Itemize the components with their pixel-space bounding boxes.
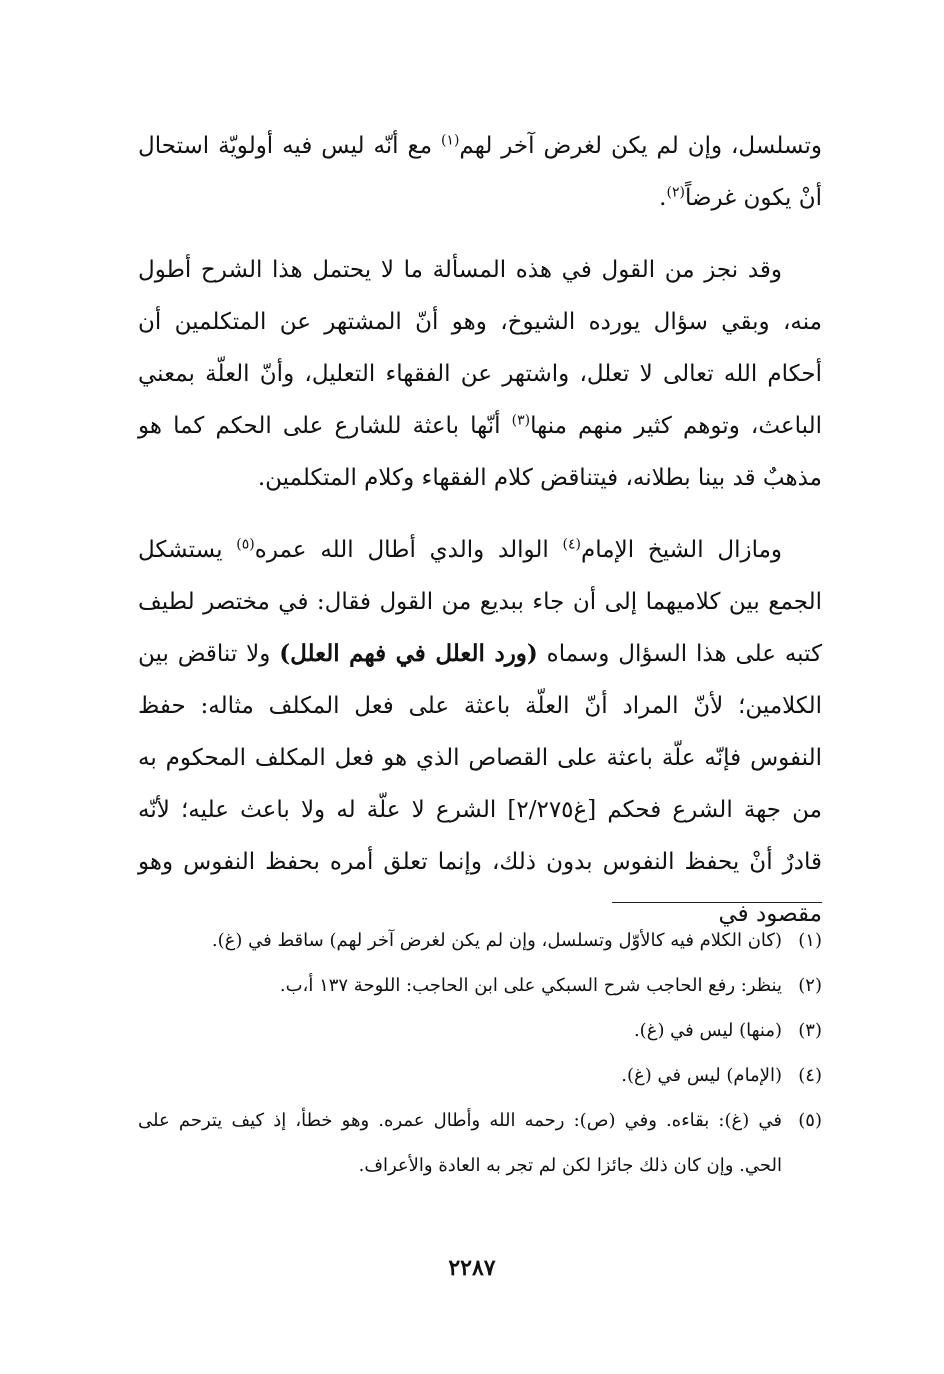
book-title: (ورد العلل في فهم العلل) (279, 640, 538, 667)
footnote-5 (138, 1098, 822, 1188)
footnote-text: (منها) ليس في (غ). (633, 1020, 782, 1041)
footnote-text: ينظر: رفع الحاجب شرح السبكي على ابن الحاجب: اللوحة ١٣٧ أ،ب. (279, 975, 782, 996)
footnote-number: (٤) (798, 1065, 822, 1086)
footnote-ref-2[interactable]: (٢) (666, 184, 685, 201)
footnote-ref-5[interactable]: (٥) (236, 536, 255, 553)
footnote-number: (٥) (798, 1110, 822, 1131)
paragraph-3-text-b: الوالد والدي أطال الله عمره (254, 537, 563, 563)
footnote-text: (كان الكلام فيه كالأوّل وتسلسل، وإن لم يكن لغرض آخر لهم) ساقط في (غ). (211, 930, 782, 951)
footnote-number: (١) (798, 930, 822, 951)
paragraph-2 (138, 244, 822, 504)
footnote-text: (الإمام) ليس في (غ). (621, 1065, 782, 1086)
page-number: ٢٢٨٧ (448, 1255, 496, 1281)
footnote-number: (٣) (798, 1020, 822, 1041)
paragraph-3-text-d: ولا تناقض بين الكلامين؛ لأنّ المراد أنّ العلّة باعثة على فعل المكلف مثاله: حفظ النفوس فإنّه علّة باعثة على القصاص الذي هو فعل المكلف المحكوم به من جهة الشرع فحكم [غ٢/٢٧٥] الشرع لا علّة له ولا باعث عليه؛ لأنّه قادرٌ أنْ يحفظ النفوس بدون ذلك، وإنما تعلق أمره بحفظ النفوس وهو مقصود في (138, 641, 822, 927)
footnote-4 (138, 1053, 822, 1098)
footnote-text: في (غ): بقاءه. وفي (ص): رحمه الله وأطال عمره. وهو خطأ، إذ كيف يترحم على الحي. وإن كان ذلك جائزا لكن لم تجر به العادة والأعراف. (138, 1110, 782, 1176)
paragraph-2-text-b: أنّها باعثة للشارع على الحكم كما هو مذهبٌ قد بينا بطلانه، فيتناقض كلام الفقهاء وكلام المتكلمين. (138, 413, 822, 491)
footnote-2 (138, 963, 822, 1008)
paragraph-1-text-c: . (659, 185, 667, 211)
paragraph-1 (138, 120, 822, 224)
paragraph-1-text-a: وتسلسل، وإن لم يكن لغرض آخر لهم (459, 133, 822, 159)
footnote-ref-1[interactable]: (١) (440, 132, 460, 149)
footnotes (138, 918, 822, 1188)
footnote-separator (612, 902, 822, 903)
main-text (138, 120, 822, 940)
paragraph-3-text-a: ومازال الشيخ الإمام (581, 537, 783, 563)
footnote-1 (138, 918, 822, 963)
paragraph-1-text-b: مع أنّه ليس فيه أولويّة استحال أنْ يكون غرضاً (138, 133, 822, 211)
paragraph-2-text-a: وقد نجز من القول في هذه المسألة ما لا يحتمل هذا الشرح أطول منه، وبقي سؤال يورده الشيوخ، وهو أنّ المشتهر عن المتكلمين أن أحكام الله تعالى لا تعلل، واشتهر عن الفقهاء التعليل، وأنّ العلّة بمعني الباعث، وتوهم كثير منهم منها (138, 257, 822, 439)
footnote-3 (138, 1008, 822, 1053)
footnote-ref-3[interactable]: (٣) (511, 412, 531, 429)
footnote-number: (٢) (798, 975, 822, 996)
paragraph-3 (138, 524, 822, 940)
footnote-ref-4[interactable]: (٤) (562, 536, 582, 553)
paragraph-3-text-c: يستشكل الجمع بين كلاميهما إلى أن جاء ببديع من القول فقال: في مختصر لطيف كتبه على هذا السؤال وسماه (138, 537, 823, 667)
